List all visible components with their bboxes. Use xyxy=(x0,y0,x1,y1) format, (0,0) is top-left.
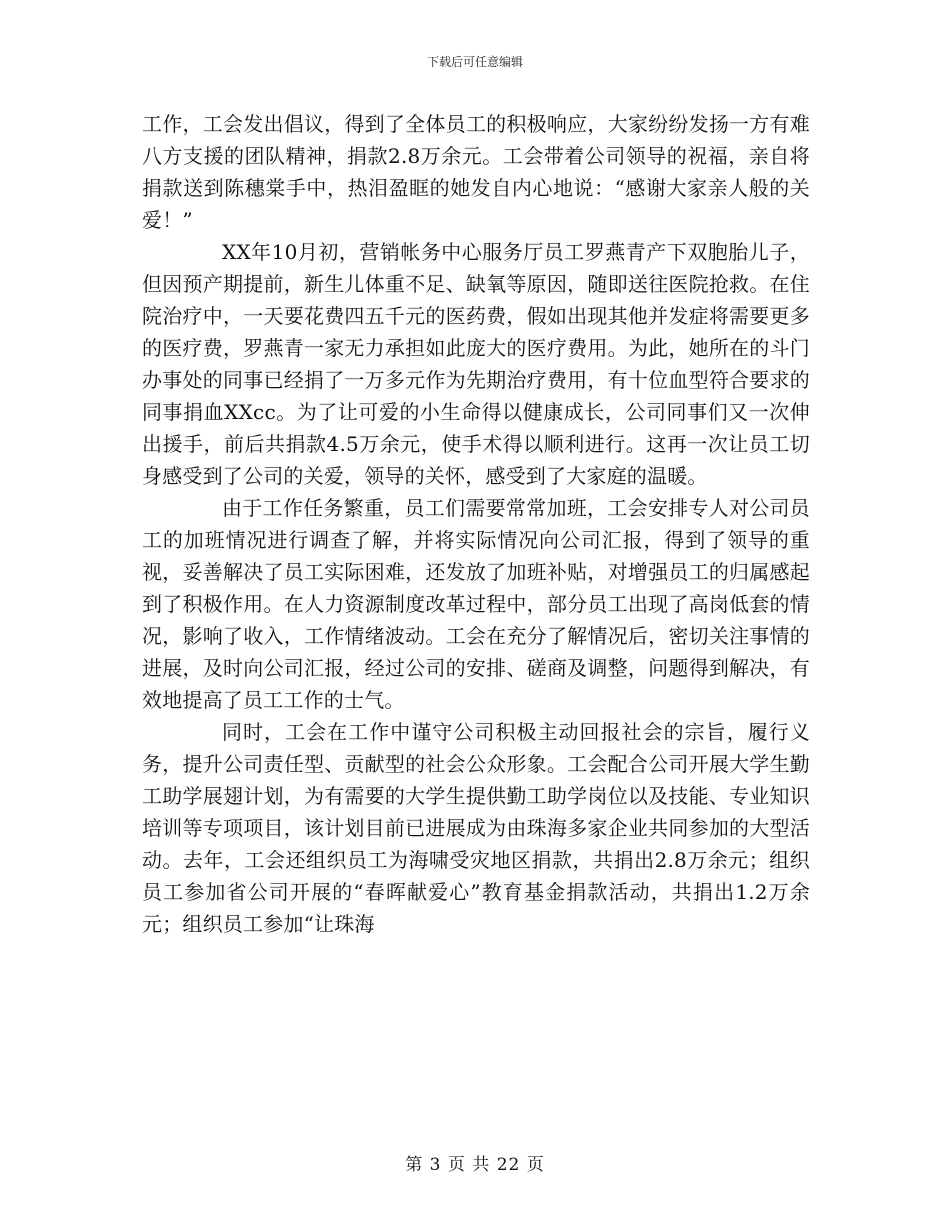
page-number: 第 3 页 共 22 页 xyxy=(405,1155,545,1175)
paragraph-continuation: 工作，工会发出倡议，得到了全体员工的积极响应，大家纷纷发扬一方有难八方支援的团队精神，捐款2.8万余元。工会带着公司领导的祝福，亲自将捐款送到陈穗棠手中，热泪盈眶的她发自内心地说：“感谢大家亲人般的关爱！” xyxy=(142,112,810,232)
paragraph-social-responsibility: 同时，工会在工作中谨守公司积极主动回报社会的宗旨，履行义务，提升公司责任型、贡献型的社会公众形象。工会配合公司开展大学生勤工助学展翅计划，为有需要的大学生提供勤工助学岗位以及技能、专业知识培训等专项项目，该计划目前已进展成为由珠海多家企业共同参加的大型活动。去年，工会还组织员工为海啸受灾地区捐款，共捐出2.8万余元；组织员工参加省公司开展的“春晖献爱心”教育基金捐款活动，共捐出1.2万余元；组织员工参加“让珠海 xyxy=(142,720,810,936)
paragraph-overtime: 由于工作任务繁重，员工们需要常常加班，工会安排专人对公司员工的加班情况进行调查了解，并将实际情况向公司汇报，得到了领导的重视，妥善解决了员工实际困难，还发放了加班补贴，对增强员工的归属感起到了积极作用。在人力资源制度改革过程中，部分员工出现了高岗低套的情况，影响了收入，工作情绪波动。工会在充分了解情况后，密切关注事情的进展，及时向公司汇报，经过公司的安排、磋商及调整，问题得到解决，有效地提高了员工工作的士气。 xyxy=(142,496,810,712)
page-header: 下载后可任意编辑 xyxy=(426,55,523,69)
paragraph-luo-yanqing: XX年10月初，营销帐务中心服务厅员工罗燕青产下双胞胎儿子，但因预产期提前，新生儿体重不足、缺氧等原因，随即送往医院抢救。在住院治疗中，一天要花费四五千元的医药费，假如出现其他并发症将需要更多的医疗费，罗燕青一家无力承担如此庞大的医疗费用。为此，她所在的斗门办事处的同事已经捐了一万多元作为先期治疗费用，有十位血型符合要求的同事捐血XXcc。为了让可爱的小生命得以健康成长，公司同事们又一次伸出援手，前后共捐款4.5万余元，使手术得以顺利进行。这再一次让员工切身感受到了公司的关爱，领导的关怀，感受到了大家庭的温暖。 xyxy=(142,240,810,488)
document-body xyxy=(142,108,810,940)
